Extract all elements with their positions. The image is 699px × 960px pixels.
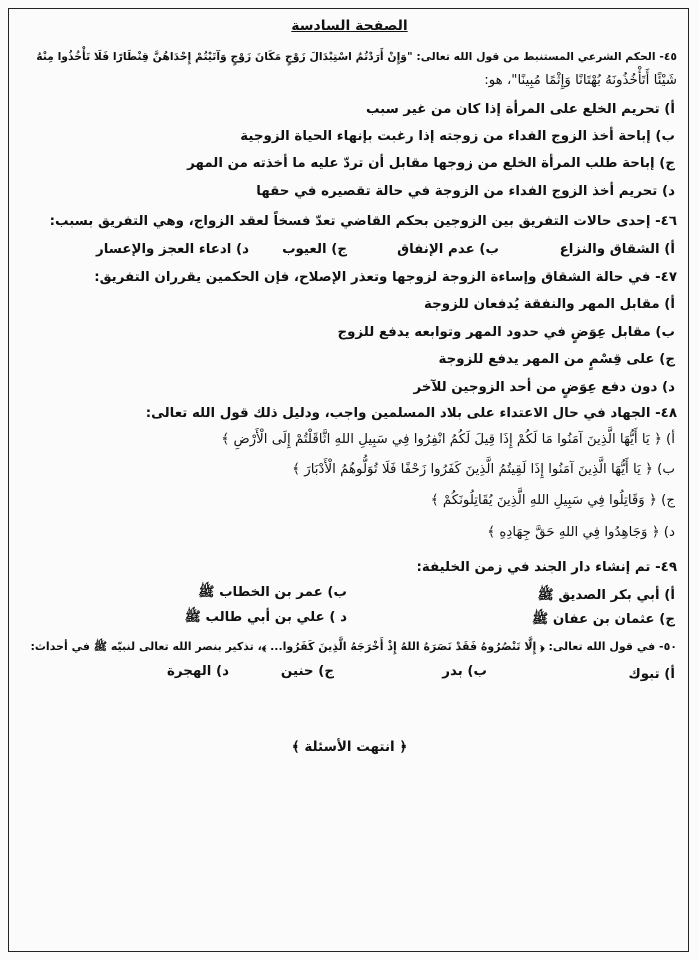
q46-option-c: ج) العيوب — [282, 242, 347, 257]
q50-option-d: د) الهجرة — [167, 664, 229, 679]
q46-option-d: د) ادعاء العجز والإعسار — [95, 242, 249, 257]
q46-stem: ٤٦- إحدى حالات التفريق بين الزوجين بحكم القاضي تعدّ فسخاً لعقد الزواج، وهي التفريق بسبب: — [49, 214, 677, 229]
q50-option-a: أ) تبوك — [628, 667, 675, 682]
q50-option-c: ج) حنين — [280, 664, 334, 679]
q46-option-a: أ) الشقاق والنزاع — [559, 242, 675, 257]
q48-option-c: ج) ﴿ وَقَاتِلُوا فِي سَبِيلِ اللهِ الَّذِينَ يُقَاتِلُونَكُمْ ﴾ — [430, 493, 675, 508]
q48-option-b: ب) ﴿ يَا أَيُّهَا الَّذِينَ آمَنُوا إِذَا لَقِيتُمُ الَّذِينَ كَفَرُوا زَحْفًا فَلَا تُوَلُّوهُمُ الْأَدْبَارَ ﴾ — [292, 462, 675, 477]
q47-option-c: ج) على قِسْمٍ من المهر يدفع للزوجة — [438, 352, 675, 367]
q50-stem: ٥٠- في قول الله تعالى: ﴿ إِلَّا تَنْصُرُوهُ فَقَدْ نَصَرَهُ اللهُ إِذْ أَخْرَجَهُ الَّذِينَ كَفَرُوا... ﴾، تذكير بنصر الله تعالى لنبيّه ﷺ في أحداث: — [30, 640, 677, 653]
q47-option-d: د) دون دفع عِوَضٍ من أحد الزوجين للآخر — [413, 380, 675, 395]
q45-stem-line2: شَيْئًا أَتَأْخُذُونَهُ بُهْتَانًا وَإِثْمًا مُبِينًا"، هو: — [484, 73, 677, 88]
q48-stem: ٤٨- الجهاد في حال الاعتداء على بلاد المسلمين واجب، ودليل ذلك قول الله تعالى: — [145, 406, 677, 421]
q47-stem: ٤٧- في حالة الشقاق وإساءة الزوجة لزوجها وتعذر الإصلاح، فإن الحكمين يقرران التفريق: — [94, 270, 677, 285]
q49-option-b: ب) عمر بن الخطاب ﷺ — [198, 585, 347, 600]
q48-option-d: د) ﴿ وَجَاهِدُوا فِي اللهِ حَقَّ جِهَادِهِ ﴾ — [487, 525, 675, 540]
q45-option-a: أ) تحريم الخلع على المرأة إذا كان من غير سبب — [365, 102, 675, 117]
q49-option-a: أ) أبي بكر الصديق ﷺ — [537, 588, 675, 603]
page-border — [8, 8, 689, 952]
q50-option-b: ب) بدر — [442, 664, 487, 679]
q45-stem-line1: ٤٥- الحكم الشرعي المستنبط من قول الله تعالى: "وَإِنْ أَرَدْتُمُ اسْتِبْدَالَ زَوْجٍ مَكَانَ زَوْجٍ وَآتَيْتُمْ إِحْدَاهُنَّ قِنْطَارًا فَلَا تَأْخُذُوا مِنْهُ — [36, 50, 677, 63]
q49-stem: ٤٩- تم إنشاء دار الجند في زمن الخليفة: — [416, 560, 677, 575]
q49-option-d: د ) علي بن أبي طالب ﷺ — [184, 610, 347, 625]
q47-option-b: ب) مقابل عِوَضٍ في حدود المهر وتوابعه يدفع للزوج — [337, 325, 675, 340]
q47-option-a: أ) مقابل المهر والنفقة يُدفعان للزوجة — [424, 297, 675, 312]
q45-option-b: ب) إباحة أخذ الزوج الفداء من زوجته إذا رغبت بإنهاء الحياة الزوجية — [240, 129, 675, 144]
q48-option-a: أ) ﴿ يَا أَيُّهَا الَّذِينَ آمَنُوا مَا لَكُمْ إِذَا قِيلَ لَكُمُ انْفِرُوا فِي سَبِيلِ اللهِ اثَّاقَلْتُمْ إِلَى الْأَرْضِ ﴾ — [221, 432, 675, 447]
q45-option-c: ج) إباحة طلب المرأة الخلع من زوجها مقابل أن تردّ عليه ما أخذته من المهر — [187, 156, 675, 171]
q46-option-b: ب) عدم الإنفاق — [397, 242, 499, 257]
end-of-questions-note: ﴿ انتهت الأسئلة ﴾ — [291, 739, 408, 755]
q45-option-d: د) تحريم أخذ الزوج الفداء من الزوجة في حالة تقصيره في حقها — [256, 184, 675, 199]
q49-option-c: ج) عثمان بن عفان ﷺ — [532, 612, 675, 627]
page-title: الصفحة السادسة — [291, 18, 408, 34]
